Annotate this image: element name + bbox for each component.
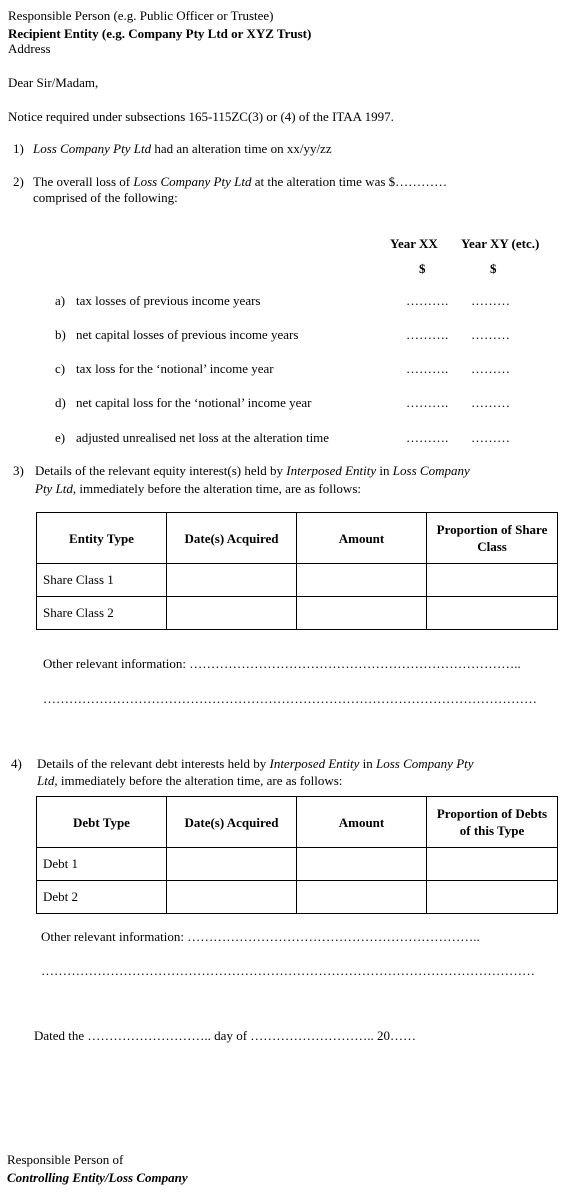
table-cell: [167, 564, 297, 597]
item3-line1-b: in: [376, 463, 393, 478]
table-cell: [427, 597, 558, 630]
salutation: Dear Sir/Madam,: [8, 75, 99, 90]
item4-interposed-entity: Interposed Entity: [269, 756, 360, 771]
loss-row-label: tax losses of previous income years: [76, 293, 261, 308]
loss-row-value-xx: ……….: [406, 293, 449, 308]
table-header-row: [37, 797, 558, 848]
item1-entity: Loss Company Pty Ltd: [33, 141, 152, 156]
column-header: Date(s) Acquired: [167, 513, 297, 564]
item4-line1-a: Details of the relevant debt interests held by: [37, 756, 270, 771]
item3-line2: [35, 481, 361, 497]
table-row: [37, 848, 558, 881]
table-row: [37, 597, 558, 630]
debt-interest-table: [36, 796, 558, 914]
item3-interposed-entity: Interposed Entity: [286, 463, 377, 478]
table-cell: [297, 881, 427, 914]
column-header: Proportion of Share Class: [427, 513, 558, 564]
loss-row-letter: d): [55, 395, 66, 410]
loss-row-letter: a): [55, 293, 66, 308]
notice-line: Notice required under subsections 165-115ZC(3) or (4) of the ITAA 1997.: [8, 109, 394, 124]
year-xy-header: Year XY (etc.): [461, 236, 540, 251]
table-cell: [297, 848, 427, 881]
item4-ltd: Ltd: [37, 773, 55, 788]
table-cell: [427, 848, 558, 881]
table-cell: [427, 881, 558, 914]
item3-line2-b: , immediately before the alteration time, are as follows:: [72, 481, 361, 496]
currency-xx: $: [419, 261, 426, 276]
item2-text: [33, 174, 447, 190]
item2-text-c: comprised of the following:: [33, 190, 178, 205]
recipient-entity-line: Recipient Entity (e.g. Company Pty Ltd or XYZ Trust): [8, 26, 312, 41]
table-cell: Share Class 1: [37, 564, 167, 597]
item4-line1-b: in: [359, 756, 377, 771]
item4-line1: [37, 756, 474, 772]
item2-number: 2): [13, 174, 24, 189]
footer-responsible-person: Responsible Person of: [7, 1152, 124, 1167]
item2-text-a: The overall loss of: [33, 174, 134, 189]
item3-loss-company: Loss Company: [392, 463, 470, 478]
item3-number: 3): [13, 463, 24, 478]
year-xx-header: Year XX: [390, 236, 438, 251]
table-cell: [167, 881, 297, 914]
item3-line1: [35, 463, 470, 479]
equity-interest-table: [36, 512, 558, 630]
item1-rest: had an alteration time on xx/yy/zz: [151, 141, 332, 156]
item3-other-info: Other relevant information: …………………………………………………………………..: [43, 656, 521, 671]
table-header-row: [37, 513, 558, 564]
table-cell: [167, 597, 297, 630]
item3-pty-ltd: Pty Ltd: [35, 481, 73, 496]
column-header: Amount: [297, 513, 427, 564]
table-cell: [297, 564, 427, 597]
loss-row-letter: e): [55, 430, 66, 445]
table-row: [37, 564, 558, 597]
table-cell: Share Class 2: [37, 597, 167, 630]
loss-row-label: net capital loss for the ‘notional’ income year: [76, 395, 312, 410]
table-cell: [297, 597, 427, 630]
item3-dots-line: ……………………………………………………………………………………………………: [43, 691, 537, 706]
loss-row-value-xy: ………: [471, 361, 510, 376]
table-cell: [167, 848, 297, 881]
loss-row-value-xy: ………: [471, 327, 510, 342]
item3-line1-a: Details of the relevant equity interest(s) held by: [35, 463, 287, 478]
loss-row-value-xx: ……….: [406, 430, 449, 445]
column-header: Date(s) Acquired: [167, 797, 297, 848]
table-cell: Debt 2: [37, 881, 167, 914]
item1-text: [33, 141, 332, 157]
responsible-person-line: Responsible Person (e.g. Public Officer or Trustee): [8, 8, 274, 23]
footer-controlling-entity: Controlling Entity/Loss Company: [7, 1170, 188, 1185]
loss-row-label: tax loss for the ‘notional’ income year: [76, 361, 274, 376]
loss-row-value-xy: ………: [471, 293, 510, 308]
loss-row-value-xx: ……….: [406, 327, 449, 342]
table-cell: Debt 1: [37, 848, 167, 881]
loss-row-value-xy: ………: [471, 430, 510, 445]
loss-row-value-xx: ……….: [406, 395, 449, 410]
item2-text-b: at the alteration time was $…………: [251, 174, 448, 189]
item4-line2-b: , immediately before the alteration time, are as follows:: [54, 773, 343, 788]
table-cell: [427, 564, 558, 597]
item4-dots-line: ……………………………………………………………………………………………………: [41, 963, 535, 978]
column-header: Proportion of Debts of this Type: [427, 797, 558, 848]
item1-number: 1): [13, 141, 24, 156]
column-header: Amount: [297, 797, 427, 848]
loss-row-letter: b): [55, 327, 66, 342]
item4-line2: [37, 773, 342, 789]
currency-xy: $: [490, 261, 497, 276]
item4-other-info: Other relevant information: …………………………………………………………..: [41, 929, 480, 944]
loss-row-letter: c): [55, 361, 66, 376]
address-line: Address: [8, 41, 51, 56]
table-row: [37, 881, 558, 914]
loss-row-label: net capital losses of previous income years: [76, 327, 299, 342]
column-header: Entity Type: [37, 513, 167, 564]
dated-line: Dated the ……………………….. day of ……………………….. 20……: [34, 1028, 417, 1043]
loss-row-value-xx: ……….: [406, 361, 449, 376]
item4-number: 4): [11, 756, 22, 771]
loss-row-value-xy: ………: [471, 395, 510, 410]
item2-entity: Loss Company Pty Ltd: [133, 174, 252, 189]
loss-row-label: adjusted unrealised net loss at the alteration time: [76, 430, 330, 445]
column-header: Debt Type: [37, 797, 167, 848]
item4-loss-company: Loss Company Pty: [376, 756, 474, 771]
